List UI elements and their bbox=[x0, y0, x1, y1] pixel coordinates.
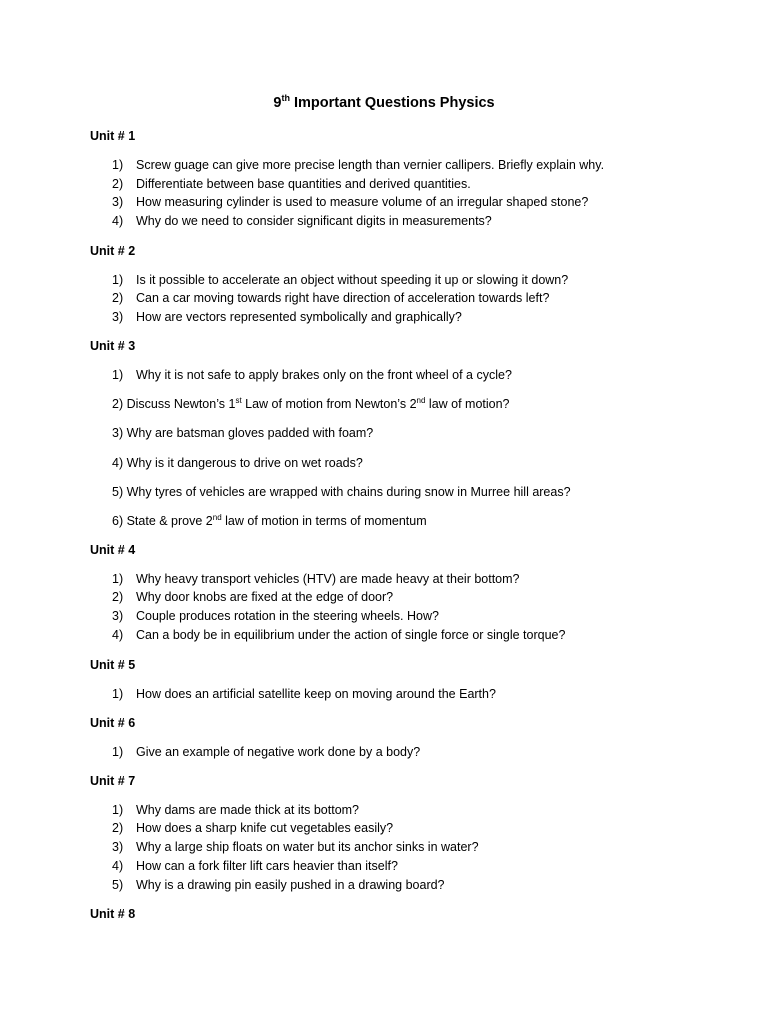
unit-1-q3-number: 3) bbox=[112, 195, 124, 209]
unit-3-q5: 5) Why tyres of vehicles are wrapped with chains during snow in Murree hill areas? bbox=[112, 485, 571, 499]
unit-2-heading: Unit # 2 bbox=[90, 244, 136, 258]
unit-1-q2-text: Differentiate between base quantities and derived quantities. bbox=[136, 177, 471, 191]
unit-3-q3: 3) Why are batsman gloves padded with foam? bbox=[112, 426, 374, 440]
unit-7-q4-number: 4) bbox=[112, 859, 124, 873]
unit-4-q1-number: 1) bbox=[112, 572, 124, 586]
unit-7-q5-number: 5) bbox=[112, 878, 124, 892]
unit-5-q1-number: 1) bbox=[112, 687, 124, 701]
q2-sup-2: nd bbox=[416, 395, 426, 405]
unit-2-q3-text: How are vectors represented symbolically and graphically? bbox=[136, 310, 462, 324]
q6-part-a: 6) State & prove 2 bbox=[112, 514, 213, 528]
page-title bbox=[0, 95, 768, 111]
unit-3-q1-text: Why it is not safe to apply brakes only on the front wheel of a cycle? bbox=[136, 368, 512, 382]
title-superscript: th bbox=[281, 93, 290, 104]
unit-2-q1-number: 1) bbox=[112, 273, 124, 287]
unit-6-heading: Unit # 6 bbox=[90, 716, 136, 730]
q6-sup: nd bbox=[212, 512, 222, 522]
unit-1-q4-text: Why do we need to consider significant digits in measurements? bbox=[136, 214, 492, 228]
unit-3-q1-number: 1) bbox=[112, 368, 124, 382]
unit-6-q1-text: Give an example of negative work done by a body? bbox=[136, 745, 421, 759]
unit-4-heading: Unit # 4 bbox=[90, 543, 136, 557]
unit-7-q3-number: 3) bbox=[112, 840, 124, 854]
unit-4-q2-number: 2) bbox=[112, 590, 124, 604]
unit-2-q1-text: Is it possible to accelerate an object without speeding it up or slowing it down? bbox=[136, 273, 569, 287]
unit-7-q2-text: How does a sharp knife cut vegetables easily? bbox=[136, 821, 394, 835]
unit-2-q2-number: 2) bbox=[112, 291, 124, 305]
q6-part-b: law of motion in terms of momentum bbox=[221, 514, 427, 528]
unit-1-q4-number: 4) bbox=[112, 214, 124, 228]
q2-sup-1: st bbox=[235, 395, 242, 405]
unit-8-heading: Unit # 8 bbox=[90, 907, 136, 921]
q2-part-c: law of motion? bbox=[425, 397, 510, 411]
unit-2-q2-text: Can a car moving towards right have direction of acceleration towards left? bbox=[136, 291, 550, 305]
unit-7-q5-text: Why is a drawing pin easily pushed in a drawing board? bbox=[136, 878, 445, 892]
unit-3-q2 bbox=[112, 397, 510, 411]
unit-4-q1-text: Why heavy transport vehicles (HTV) are made heavy at their bottom? bbox=[136, 572, 520, 586]
q2-part-a: 2) Discuss Newton’s 1 bbox=[112, 397, 236, 411]
unit-7-q4-text: How can a fork filter lift cars heavier than itself? bbox=[136, 859, 398, 873]
unit-4-q4-text: Can a body be in equilibrium under the action of single force or single torque? bbox=[136, 628, 566, 642]
q2-part-b: Law of motion from Newton’s 2 bbox=[241, 397, 417, 411]
unit-4-q2-text: Why door knobs are fixed at the edge of door? bbox=[136, 590, 394, 604]
unit-1-q1-number: 1) bbox=[112, 158, 124, 172]
title-number: 9 bbox=[273, 95, 282, 111]
unit-1-heading: Unit # 1 bbox=[90, 129, 136, 143]
unit-4-q3-text: Couple produces rotation in the steering wheels. How? bbox=[136, 609, 439, 623]
unit-1-q1-text: Screw guage can give more precise length than vernier callipers. Briefly explain why. bbox=[136, 158, 605, 172]
unit-4-q3-number: 3) bbox=[112, 609, 124, 623]
unit-2-q3-number: 3) bbox=[112, 310, 124, 324]
unit-7-q3-text: Why a large ship floats on water but its anchor sinks in water? bbox=[136, 840, 479, 854]
unit-3-q6 bbox=[112, 514, 427, 528]
unit-6-q1-number: 1) bbox=[112, 745, 124, 759]
unit-3-heading: Unit # 3 bbox=[90, 339, 136, 353]
unit-3-q4: 4) Why is it dangerous to drive on wet roads? bbox=[112, 456, 363, 470]
unit-7-q1-text: Why dams are made thick at its bottom? bbox=[136, 803, 360, 817]
unit-1-q2-number: 2) bbox=[112, 177, 124, 191]
unit-4-q4-number: 4) bbox=[112, 628, 124, 642]
unit-1-q3-text: How measuring cylinder is used to measure volume of an irregular shaped stone? bbox=[136, 195, 589, 209]
unit-7-heading: Unit # 7 bbox=[90, 774, 136, 788]
title-text: Important Questions Physics bbox=[293, 95, 495, 111]
unit-7-q2-number: 2) bbox=[112, 821, 124, 835]
unit-7-q1-number: 1) bbox=[112, 803, 124, 817]
unit-5-heading: Unit # 5 bbox=[90, 658, 136, 672]
unit-5-q1-text: How does an artificial satellite keep on moving around the Earth? bbox=[136, 687, 496, 701]
